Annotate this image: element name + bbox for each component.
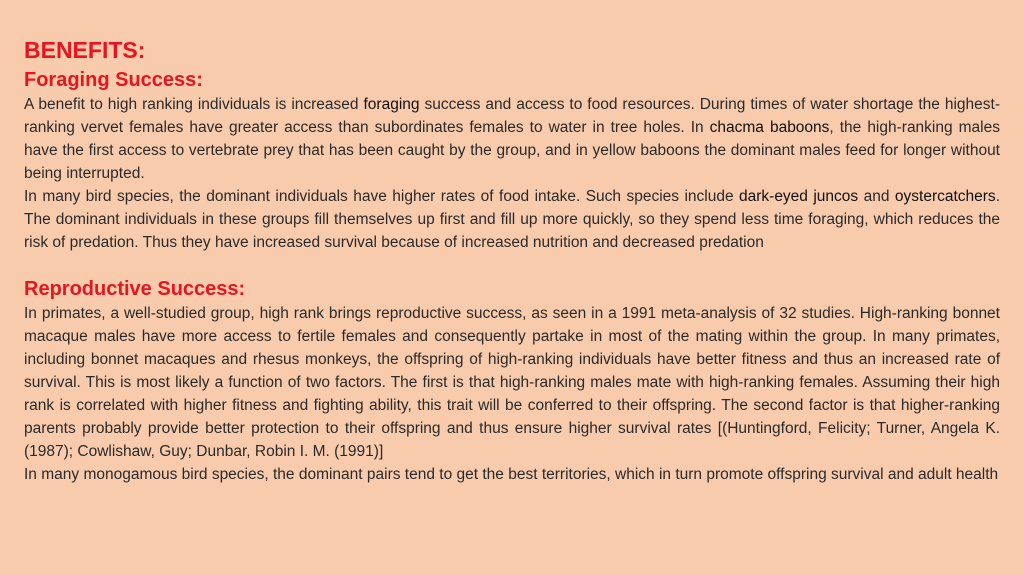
benefits-title: BENEFITS: [24, 37, 146, 63]
text-run: A benefit to high ranking individuals is increased [24, 96, 364, 113]
text-run: success and access to food resources. During times of water shortage the highest-ranking vervet females have greater access than subordinates females to water in tree holes. In [24, 96, 1000, 136]
section-spacer [24, 254, 1000, 276]
text-run: and [858, 188, 895, 205]
foraging-paragraph-1 [24, 93, 1000, 185]
foraging-link[interactable]: foraging [363, 96, 420, 113]
foraging-success-heading: Foraging Success: [24, 69, 203, 91]
chacma-baboons-link[interactable]: chacma baboons [709, 119, 830, 136]
text-run: . The dominant individuals in these groups fill themselves up first and fill up more quickly, so they spend less time foraging, which reduces the risk of predation. Thus they have increased survival because of increased nutrition and decreased predation [24, 188, 1000, 251]
foraging-paragraph-2 [24, 185, 1000, 254]
reproductive-paragraph-1: In primates, a well-studied group, high rank brings reproductive success, as seen in a 1991 meta-analysis of 32 studies. High-ranking bonnet macaque males have more access to fertile females and consequently partake in most of the mating within the group. In many primates, including bonnet macaques and rhesus monkeys, the offspring of high-ranking individuals have better fitness and thus an increased rate of survival. This is most likely a function of two factors. The first is that high-ranking males mate with high-ranking females. Assuming their high rank is correlated with higher fitness and fighting ability, this trait will be conferred to their offspring. The second factor is that higher-ranking parents probably provide better protection to their offspring and thus ensure higher survival rates [(Huntingford, Felicity; Turner, Angela K. (1987); Cowlishaw, Guy; Dunbar, Robin I. M. (1991)] [24, 305, 1000, 460]
reproductive-paragraph-2: In many monogamous bird species, the dominant pairs tend to get the best territories, which in turn promote offspring survival and adult health [24, 466, 999, 483]
dark-eyed-juncos-link[interactable]: dark-eyed juncos [739, 188, 859, 205]
oystercatchers-link[interactable]: oystercatchers [894, 188, 996, 205]
text-run: In many bird species, the dominant individuals have higher rates of food intake. Such species include [24, 188, 739, 205]
reproductive-success-heading: Reproductive Success: [24, 278, 246, 300]
text-run: , the high-ranking males have the first access to vertebrate prey that has been caught by the group, and in yellow baboons the dominant males feed for longer without being interrupted. [24, 119, 1000, 182]
